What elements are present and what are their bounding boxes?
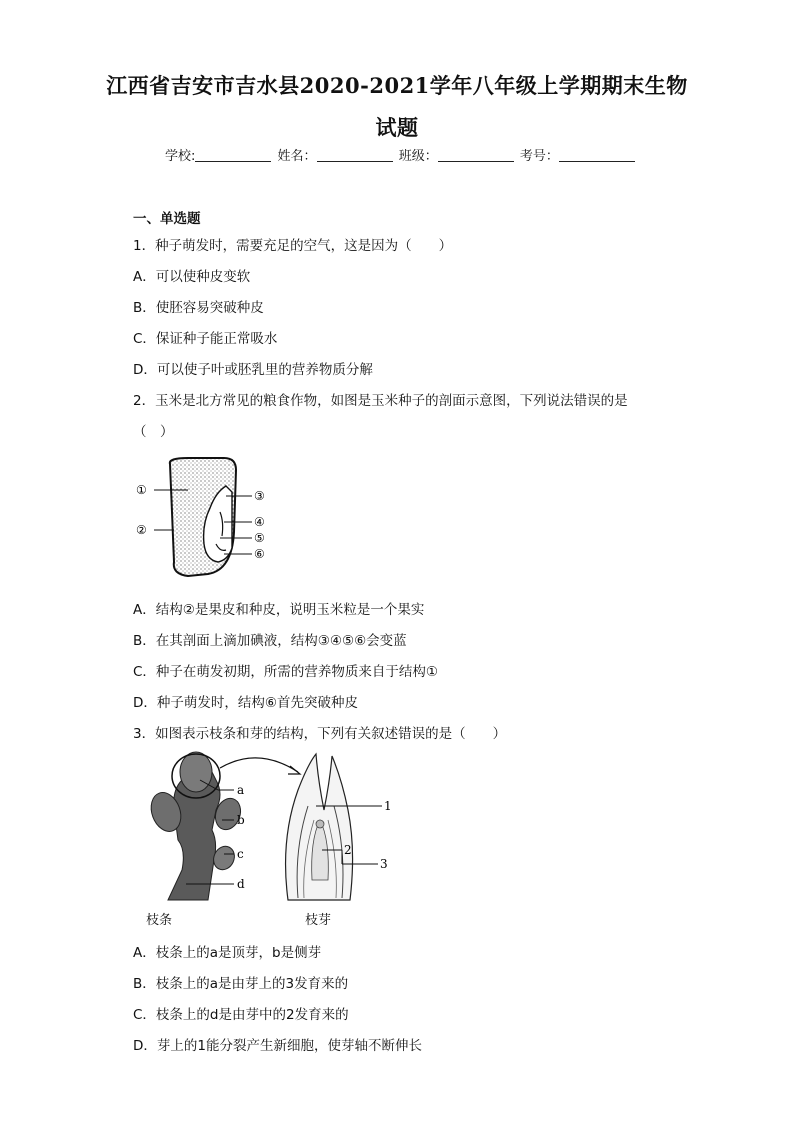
- q3-option-b: B．枝条上的a是由芽上的3发育来的: [133, 976, 349, 992]
- doc-title-line1: 江西省吉安市吉水县2020-2021学年八年级上学期期末生物: [106, 73, 688, 98]
- exam-number-blank: [559, 148, 635, 162]
- q1-stem: 1．种子萌发时，需要充足的空气，这是因为（ ）: [133, 238, 453, 254]
- q2-stem-line1: 2．玉米是北方常见的粮食作物，如图是玉米种子的剖面示意图，下列说法错误的是: [133, 393, 628, 409]
- branch-label-c: c: [237, 847, 244, 861]
- name-blank: [317, 148, 393, 162]
- section-heading: 一、单选题: [133, 211, 201, 227]
- q2-option-c: C．种子在萌发初期，所需的营养物质来自于结构①: [133, 664, 439, 680]
- q2-option-d: D．种子萌发时，结构⑥首先突破种皮: [133, 695, 358, 711]
- seed-label-2: ②: [136, 523, 147, 537]
- branch-illustration: [146, 752, 300, 900]
- bud-section-illustration: [286, 754, 392, 900]
- q3-option-a: A．枝条上的a是顶芽，b是侧芽: [133, 945, 322, 961]
- bud-label-3: 3: [380, 857, 388, 871]
- q1-option-c: C．保证种子能正常吸水: [133, 331, 278, 347]
- q1-option-d: D．可以使子叶或胚乳里的营养物质分解: [133, 362, 373, 378]
- q3-option-d: D．芽上的1能分裂产生新细胞，使芽轴不断伸长: [133, 1038, 422, 1054]
- bud-label-1: 1: [384, 799, 392, 813]
- q1-option-a: A．可以使种皮变软: [133, 269, 251, 285]
- name-label: 姓名：: [277, 149, 317, 164]
- q2-option-b: B．在其剖面上滴加碘液，结构③④⑤⑥会变蓝: [133, 633, 407, 649]
- school-blank: [195, 148, 271, 162]
- seed-label-4: ④: [254, 515, 265, 529]
- q3-stem: 3．如图表示枝条和芽的结构，下列有关叙述错误的是（ ）: [133, 726, 507, 742]
- seed-label-3: ③: [254, 489, 265, 503]
- caption-branch: 枝条: [146, 913, 173, 928]
- corn-seed-diagram: [128, 452, 288, 582]
- seed-label-1: ①: [136, 483, 147, 497]
- branch-label-d: d: [237, 877, 245, 891]
- bud-label-2: 2: [344, 843, 352, 857]
- q2-option-a: A．结构②是果皮和种皮，说明玉米粒是一个果实: [133, 602, 425, 618]
- branch-label-b: b: [237, 813, 245, 827]
- seed-label-5: ⑤: [254, 531, 265, 545]
- exam-number-label: 考号：: [519, 149, 559, 164]
- branch-label-a: a: [237, 783, 245, 797]
- class-label: 班级：: [398, 149, 438, 164]
- q2-stem-line2: （ ）: [133, 424, 174, 440]
- student-info-row: [165, 145, 637, 164]
- caption-bud: 枝芽: [305, 913, 332, 928]
- class-blank: [438, 148, 514, 162]
- seed-label-6: ⑥: [254, 547, 265, 561]
- q3-option-c: C．枝条上的d是由芽中的2发育来的: [133, 1007, 349, 1023]
- school-label: 学校:: [165, 149, 196, 164]
- branch-and-bud-diagram: [138, 750, 398, 910]
- q1-option-b: B．使胚容易突破种皮: [133, 300, 264, 316]
- doc-title-line2: 试题: [375, 115, 419, 140]
